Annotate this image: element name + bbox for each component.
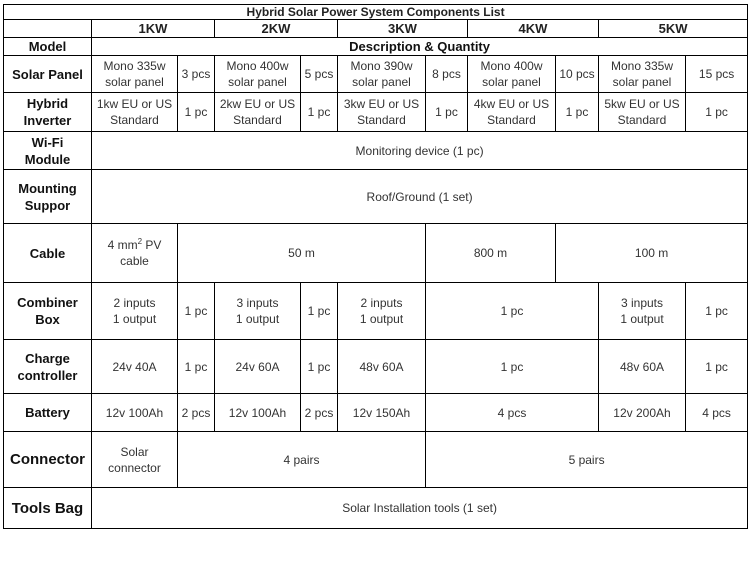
inverter-4kw-qty: 1 pc (556, 93, 599, 132)
inverter-3kw-desc: 3kw EU or US Standard (338, 93, 426, 132)
cable-1kw-text: 4 mm (107, 238, 138, 252)
solar-panel-4kw-desc: Mono 400w solar panel (468, 56, 556, 93)
row-label-wifi-module: Wi-Fi Module (4, 132, 92, 170)
controller-1kw-qty: 1 pc (178, 340, 215, 394)
solar-panel-1kw-qty: 3 pcs (178, 56, 215, 93)
description-quantity-header: Description & Quantity (92, 38, 748, 56)
connector-1kw: Solar connector (92, 432, 178, 488)
components-table-wrapper (3, 4, 747, 529)
table-row (4, 170, 748, 224)
table-row (4, 340, 748, 394)
controller-3kw-4kw-qty: 1 pc (426, 340, 599, 394)
model-row (4, 38, 748, 56)
combiner-1kw-desc: 2 inputs 1 output (92, 283, 178, 340)
controller-3kw-desc: 48v 60A (338, 340, 426, 394)
battery-5kw-qty: 4 pcs (686, 394, 748, 432)
solar-panel-3kw-desc: Mono 390w solar panel (338, 56, 426, 93)
row-label-charge-controller: Charge controller (4, 340, 92, 394)
row-label-connector: Connector (4, 432, 92, 488)
battery-1kw-qty: 2 pcs (178, 394, 215, 432)
row-label-combiner-box: Combiner Box (4, 283, 92, 340)
inverter-5kw-qty: 1 pc (686, 93, 748, 132)
inverter-1kw-qty: 1 pc (178, 93, 215, 132)
table-row (4, 93, 748, 132)
table-row (4, 56, 748, 93)
solar-panel-4kw-qty: 10 pcs (556, 56, 599, 93)
cable-1kw (92, 224, 178, 283)
inverter-2kw-desc: 2kw EU or US Standard (215, 93, 301, 132)
table-title: Hybrid Solar Power System Components List (4, 5, 748, 20)
battery-3kw-desc: 12v 150Ah (338, 394, 426, 432)
capacity-1kw: 1KW (92, 20, 215, 38)
battery-1kw-desc: 12v 100Ah (92, 394, 178, 432)
inverter-4kw-desc: 4kw EU or US Standard (468, 93, 556, 132)
controller-1kw-desc: 24v 40A (92, 340, 178, 394)
row-label-mounting-support: Mounting Suppor (4, 170, 92, 224)
inverter-3kw-qty: 1 pc (426, 93, 468, 132)
battery-2kw-qty: 2 pcs (301, 394, 338, 432)
combiner-5kw-desc: 3 inputs 1 output (599, 283, 686, 340)
capacity-header-row (4, 20, 748, 38)
capacity-5kw: 5KW (599, 20, 748, 38)
combiner-3kw-desc: 2 inputs 1 output (338, 283, 426, 340)
solar-panel-2kw-desc: Mono 400w solar panel (215, 56, 301, 93)
combiner-5kw-qty: 1 pc (686, 283, 748, 340)
combiner-3kw-4kw-qty: 1 pc (426, 283, 599, 340)
solar-panel-3kw-qty: 8 pcs (426, 56, 468, 93)
inverter-5kw-desc: 5kw EU or US Standard (599, 93, 686, 132)
battery-5kw-desc: 12v 200Ah (599, 394, 686, 432)
capacity-2kw: 2KW (215, 20, 338, 38)
mounting-support-value: Roof/Ground (1 set) (92, 170, 748, 224)
components-table (3, 4, 748, 529)
table-row (4, 394, 748, 432)
row-label-battery: Battery (4, 394, 92, 432)
battery-2kw-desc: 12v 100Ah (215, 394, 301, 432)
controller-2kw-desc: 24v 60A (215, 340, 301, 394)
title-row (4, 5, 748, 20)
table-row (4, 283, 748, 340)
row-label-tools-bag: Tools Bag (4, 488, 92, 529)
connector-2kw: 4 pairs (178, 432, 426, 488)
cable-1kw-text-post: PV (142, 238, 162, 252)
solar-panel-5kw-qty: 15 pcs (686, 56, 748, 93)
capacity-header-blank (4, 20, 92, 38)
combiner-2kw-qty: 1 pc (301, 283, 338, 340)
model-label: Model (4, 38, 92, 56)
row-label-cable: Cable (4, 224, 92, 283)
table-row (4, 432, 748, 488)
combiner-2kw-desc: 3 inputs 1 output (215, 283, 301, 340)
cable-2kw: 50 m (178, 224, 426, 283)
inverter-1kw-desc: 1kw EU or US Standard (92, 93, 178, 132)
battery-3kw-4kw-qty: 4 pcs (426, 394, 599, 432)
combiner-1kw-qty: 1 pc (178, 283, 215, 340)
table-row (4, 488, 748, 529)
tools-bag-value: Solar Installation tools (1 set) (92, 488, 748, 529)
controller-2kw-qty: 1 pc (301, 340, 338, 394)
connector-3kw-5kw: 5 pairs (426, 432, 748, 488)
table-row (4, 132, 748, 170)
row-label-solar-panel: Solar Panel (4, 56, 92, 93)
controller-5kw-qty: 1 pc (686, 340, 748, 394)
cable-3kw: 800 m (426, 224, 556, 283)
controller-5kw-desc: 48v 60A (599, 340, 686, 394)
solar-panel-1kw-desc: Mono 335w solar panel (92, 56, 178, 93)
solar-panel-2kw-qty: 5 pcs (301, 56, 338, 93)
cable-4kw-5kw: 100 m (556, 224, 748, 283)
table-row (4, 224, 748, 283)
capacity-4kw: 4KW (468, 20, 599, 38)
inverter-2kw-qty: 1 pc (301, 93, 338, 132)
cable-1kw-line2: cable (120, 254, 149, 268)
row-label-hybrid-inverter: Hybrid Inverter (4, 93, 92, 132)
cable-1kw-superscript: 2 (137, 237, 143, 246)
capacity-3kw: 3KW (338, 20, 468, 38)
wifi-module-value: Monitoring device (1 pc) (92, 132, 748, 170)
solar-panel-5kw-desc: Mono 335w solar panel (599, 56, 686, 93)
